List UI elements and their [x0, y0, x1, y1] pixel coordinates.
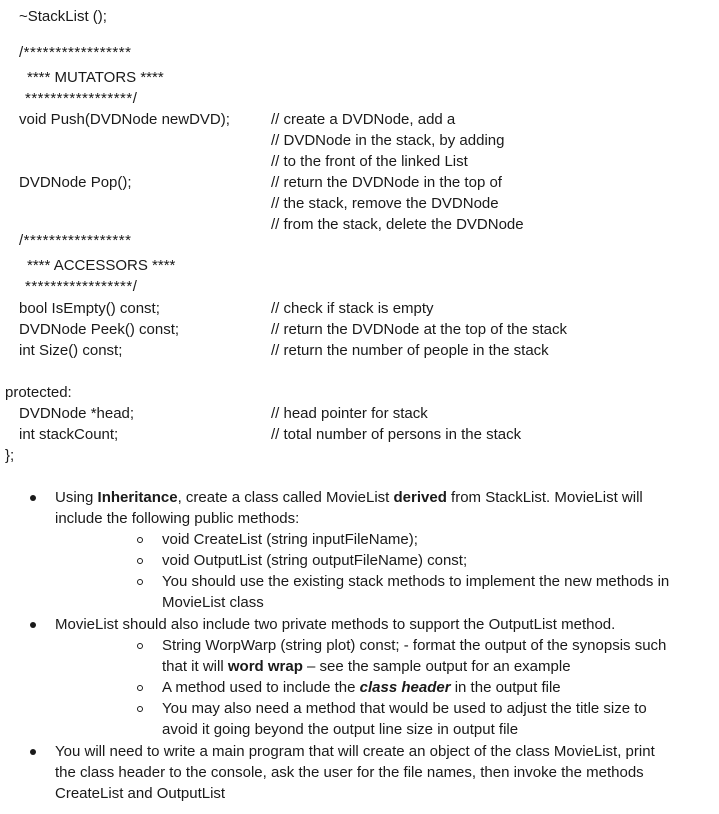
accessor-comment: // return the DVDNode at the top of the stack — [271, 321, 567, 338]
push-comment-line: // DVDNode in the stack, by adding — [271, 132, 505, 149]
pop-comment-line: // return the DVDNode in the top of — [271, 174, 502, 191]
sub-item-class-header: A method used to include the class header in the output file — [162, 679, 561, 696]
protected-declaration: int stackCount; — [19, 426, 119, 443]
accessors-stars-top: /***************** — [19, 232, 132, 249]
sub-item-createlist: void CreateList (string inputFileName); — [162, 531, 418, 548]
sub-item-wordwrap: String WorpWarp (string plot) const; - format the output of the synopsis such — [162, 637, 667, 654]
protected-comment: // head pointer for stack — [271, 405, 428, 422]
pop-comment-line: // from the stack, delete the DVDNode — [271, 216, 524, 233]
sub-bullet-marker — [137, 579, 143, 585]
accessor-declaration: bool IsEmpty() const; — [19, 300, 160, 317]
bullet-3-line-1: You will need to write a main program that will create an object of the class MovieList, print — [55, 743, 655, 760]
push-comment-line: // to the front of the linked List — [271, 153, 468, 170]
bullet-3-line-3: CreateList and OutputList — [55, 785, 226, 802]
bullet-marker — [30, 749, 36, 755]
mutators-stars-top: /***************** — [19, 44, 132, 61]
pop-declaration: DVDNode Pop(); — [19, 174, 132, 191]
sub-bullet-marker — [137, 558, 143, 564]
sub-bullet-marker — [137, 706, 143, 712]
accessor-comment: // check if stack is empty — [271, 300, 434, 317]
bullet-marker — [30, 495, 36, 501]
push-comment-line: // create a DVDNode, add a — [271, 111, 456, 128]
sub-bullet-marker — [137, 643, 143, 649]
sub-item-title-size: You may also need a method that would be used to adjust the title size to — [162, 700, 647, 717]
closing-brace: }; — [5, 447, 15, 464]
sub-item-title-size-cont: avoid it going beyond the output line size in output file — [162, 721, 519, 738]
accessor-declaration: int Size() const; — [19, 342, 123, 359]
accessor-comment: // return the number of people in the stack — [271, 342, 549, 359]
accessor-declaration: DVDNode Peek() const; — [19, 321, 180, 338]
sub-item-use-stack: You should use the existing stack methods to implement the new methods in — [162, 573, 670, 590]
mutators-stars-bottom: *****************/ — [25, 90, 138, 107]
protected-comment: // total number of persons in the stack — [271, 426, 522, 443]
pop-comment-line: // the stack, remove the DVDNode — [271, 195, 499, 212]
accessors-heading: **** ACCESSORS **** — [27, 257, 176, 274]
bullet-1-line-1: Using Inheritance, create a class called MovieList derived from StackList. MovieList will — [55, 489, 643, 506]
bullet-1-line-2: include the following public methods: — [55, 510, 300, 527]
sub-bullet-marker — [137, 685, 143, 691]
mutators-heading: **** MUTATORS **** — [27, 69, 164, 86]
sub-item-wordwrap-cont: that it will word wrap – see the sample output for an example — [162, 658, 571, 675]
sub-item-outputlist: void OutputList (string outputFileName) const; — [162, 552, 468, 569]
bullet-2-line-1: MovieList should also include two private methods to support the OutputList method. — [55, 616, 616, 633]
protected-declaration: DVDNode *head; — [19, 405, 135, 422]
accessors-stars-bottom: *****************/ — [25, 278, 138, 295]
protected-label: protected: — [5, 384, 72, 401]
sub-bullet-marker — [137, 537, 143, 543]
push-declaration: void Push(DVDNode newDVD); — [19, 111, 230, 128]
destructor-line: ~StackList (); — [19, 8, 107, 25]
bullet-marker — [30, 622, 36, 628]
sub-item-use-stack-cont: MovieList class — [162, 594, 264, 611]
bullet-3-line-2: the class header to the console, ask the user for the file names, then invoke the methods — [55, 764, 644, 781]
